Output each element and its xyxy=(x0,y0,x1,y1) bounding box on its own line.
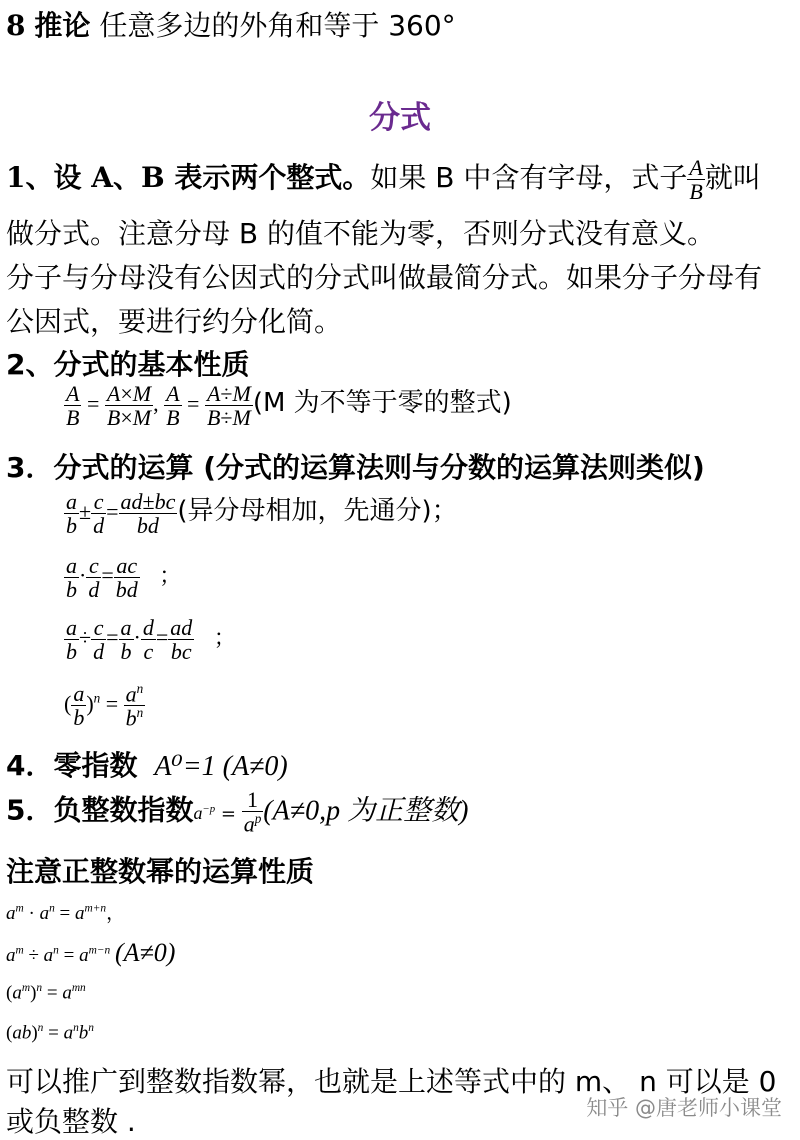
zero-exponent-formula: A⁰=1 (A≠0) xyxy=(154,751,288,782)
section-1-heading: 1、设 A、B 表示两个整式。 xyxy=(6,161,371,195)
section-1-line2: 做分式。注意分母 B 的值不能为零，否则分式没有意义。 xyxy=(6,217,716,250)
section-1-line1 xyxy=(6,156,761,203)
page-title: 分式 xyxy=(369,100,431,136)
fraction-a-over-b xyxy=(687,156,704,203)
section-2-heading: 2、分式的基本性质 xyxy=(6,348,250,381)
fraction-numerator: A xyxy=(689,155,703,180)
rule-quotient-note: (A≠0) xyxy=(114,938,176,967)
closing-line1: 可以推广到整数指数幂，也就是上述等式中的 m、 n 可以是 0 xyxy=(6,1065,777,1098)
section-3-heading: 3．分式的运算 (分式的运算法则与分数的运算法则类似) xyxy=(6,451,705,484)
watermark: 知乎 @唐老师小课堂 xyxy=(586,1096,782,1120)
section-1-line3: 分子与分母没有公因式的分式叫做最简分式。如果分子分母有 xyxy=(6,261,763,294)
rule-power-of-power: $(a^m)^n = a^{mn}$ xyxy=(6,982,86,1004)
basic-property-formula: $\frac{A}{B}$ = $\frac{A\times M}{B\times M}$ , $\frac{A}{B}$ = $\frac{A\div M}{B\div M}$ (M 为不等于零的整式) xyxy=(66,381,512,431)
section-5-line: 5．负整数指数$a^{-p}$ = $\frac{1}{a^p}$ (A≠0,p 为正整数) xyxy=(6,787,469,837)
section-5-note: (A≠0,p 为正整数) xyxy=(263,795,469,827)
section-8-text: 任意多边的外角和等于 360° xyxy=(99,9,456,42)
frac-a-b: $\frac{A}{B}$ xyxy=(66,381,80,431)
section-1-text2: 就叫 xyxy=(704,161,761,195)
section-1-text1: 如果 B 中含有字母，式子 xyxy=(370,161,688,195)
section-8-heading: 推论 xyxy=(34,9,91,42)
section-4-heading: 4．零指数 xyxy=(6,749,138,782)
formula-multiply-semicolon: ； xyxy=(159,562,182,588)
basic-property-note: (M 为不等于零的整式) xyxy=(252,388,512,418)
section-8-number: 8 xyxy=(6,9,26,42)
formula-add: $\frac{a}{b}$ ± $\frac{c}{d}$ = $\frac{ad\pm bc}{bd}$ (异分母相加，先通分)； xyxy=(66,489,458,539)
section-1-line4: 公因式，要进行约分化简。 xyxy=(6,305,343,338)
section-6-heading: 注意正整数幂的运算性质 xyxy=(6,855,315,888)
closing-line2: 或负整数 . xyxy=(6,1105,136,1138)
frac-am-bm: $\frac{A\times M}{B\times M}$ xyxy=(106,381,152,431)
frac-adivm-bdivm: $\frac{A\div M}{B\div M}$ xyxy=(206,381,251,431)
section-4-line xyxy=(6,744,288,784)
section-5-heading: 5．负整数指数 xyxy=(6,793,194,827)
formula-divide: $\frac{a}{b}$ ÷ $\frac{c}{d}$ = $\frac{a}{b}$ · $\frac{d}{c}$ = $\frac{ad}{bc}$ ； xyxy=(66,615,236,665)
frac-a-b-2: $\frac{A}{B}$ xyxy=(166,381,180,431)
rule-power-of-product: $(ab)^n = a^nb^n$ xyxy=(6,1022,94,1044)
formula-divide-semicolon: ； xyxy=(213,624,236,650)
formula-add-note: (异分母相加，先通分)； xyxy=(177,496,458,526)
fraction-denominator: B xyxy=(689,179,703,205)
rule-product: $a^m \cdot a^n = a^{m+n}$， xyxy=(6,902,126,924)
formula-power: ( $\frac{a}{b}$ )$^n$ = $\frac{a^n}{b^n}$ xyxy=(64,681,144,731)
rule-quotient: $a^m \div a^n = a^{m-n}$ (A≠0) xyxy=(6,938,176,967)
section-8-line xyxy=(6,4,456,44)
formula-multiply: $\frac{a}{b}$ · $\frac{c}{d}$ = $\frac{ac}{bd}$ ； xyxy=(66,553,182,603)
